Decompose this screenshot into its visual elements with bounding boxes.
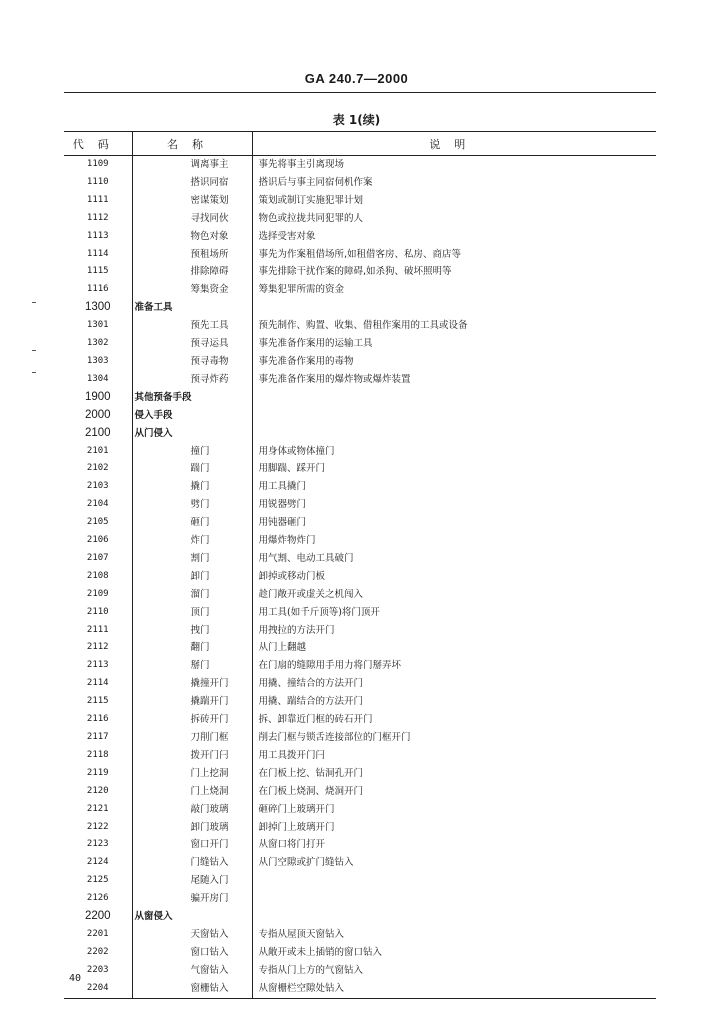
- code-table: [64, 131, 656, 999]
- table-row: [64, 657, 656, 675]
- code-cell: 1109: [64, 156, 132, 174]
- description-cell: 在门扇的缝隙用手用力将门掰弄坏: [258, 660, 402, 672]
- name-cell: 预租场所: [132, 246, 252, 264]
- header-rule: [64, 92, 656, 93]
- code-cell: 2118: [64, 747, 132, 765]
- code-cell: 2102: [64, 460, 132, 478]
- name-cell: 拨开门闩: [132, 747, 252, 765]
- name-cell: 踹门: [132, 460, 252, 478]
- description-cell: 从门上翻越: [258, 642, 307, 654]
- code-cell: 1900: [64, 389, 132, 407]
- name-cell: 门上烧洞: [132, 783, 252, 801]
- description-cell: [252, 389, 656, 407]
- code-cell: 2200: [64, 908, 132, 926]
- code-cell: 2126: [64, 890, 132, 908]
- code-cell: 2111: [64, 622, 132, 640]
- description-cell: 事先准备作案用的爆炸物或爆炸装置: [258, 373, 411, 385]
- table-row: [64, 317, 656, 335]
- name-cell: 撬踹开门: [132, 693, 252, 711]
- name-cell: 寻找同伙: [132, 210, 252, 228]
- table-row: [64, 747, 656, 765]
- table-row: [64, 926, 656, 944]
- code-cell: 1302: [64, 335, 132, 353]
- code-cell: 2204: [64, 980, 132, 998]
- description-cell: 削去门框与锁舌连接部位的门框开门: [258, 732, 411, 743]
- code-cell: 1300: [64, 299, 132, 317]
- table-row: [64, 496, 656, 514]
- code-cell: 2106: [64, 532, 132, 550]
- table-row: [64, 263, 656, 281]
- table-row: [64, 568, 656, 586]
- name-cell: 炸门: [132, 532, 252, 550]
- description-cell: 用工具拨开门闩: [258, 749, 326, 761]
- table-row: [64, 801, 656, 819]
- code-cell: 2000: [64, 407, 132, 425]
- table-row: [64, 425, 656, 443]
- name-cell: 密谋策划: [132, 192, 252, 210]
- standard-header-title: GA 240.7—2000: [304, 71, 409, 86]
- table-row: [64, 335, 656, 353]
- code-cell: 2203: [64, 962, 132, 980]
- name-cell: 物色对象: [132, 228, 252, 246]
- description-cell: 卸掉门上玻璃开门: [258, 821, 335, 833]
- name-cell: 翻门: [132, 639, 252, 657]
- name-cell: 其他预备手段: [132, 389, 252, 407]
- name-cell: 尾随入门: [132, 872, 252, 890]
- code-cell: 2120: [64, 783, 132, 801]
- name-cell: 排除障碍: [132, 263, 252, 281]
- table-row: [64, 210, 656, 228]
- code-cell: 2101: [64, 443, 132, 461]
- name-cell: 溜门: [132, 586, 252, 604]
- code-cell: 2107: [64, 550, 132, 568]
- name-cell: 调离事主: [132, 156, 252, 174]
- description-cell: 砸碎门上玻璃开门: [258, 803, 335, 815]
- name-cell: 卸门: [132, 568, 252, 586]
- description-cell: 用钝器砸门: [258, 517, 307, 529]
- description-cell: [252, 908, 656, 926]
- table-row: [64, 622, 656, 640]
- code-cell: 2121: [64, 801, 132, 819]
- table-row: [64, 156, 656, 174]
- table-row: [64, 639, 656, 657]
- table-row: [64, 407, 656, 425]
- code-cell: 2109: [64, 586, 132, 604]
- description-cell: [252, 299, 656, 317]
- name-cell: 门上挖洞: [132, 765, 252, 783]
- table-row: [64, 478, 656, 496]
- table-row: [64, 783, 656, 801]
- description-cell: 预先制作、购置、收集、借租作案用的工具或设备: [258, 320, 468, 332]
- name-cell: 掰门: [132, 657, 252, 675]
- column-header-description: 说明: [252, 132, 656, 156]
- table-row: [64, 514, 656, 532]
- description-cell: 用撬、踹结合的方法开门: [258, 696, 364, 708]
- code-cell: 2125: [64, 872, 132, 890]
- description-cell: 事先排除干扰作案的障碍,如杀狗、破坏照明等: [258, 266, 452, 278]
- margin-mark: [32, 302, 36, 303]
- description-cell: [252, 407, 656, 425]
- code-cell: 1301: [64, 317, 132, 335]
- description-cell: 拆、卸靠近门框的砖石开门: [258, 714, 373, 726]
- code-cell: 1113: [64, 228, 132, 246]
- name-cell: 筹集资金: [132, 281, 252, 299]
- table-row: [64, 604, 656, 622]
- description-cell: 用脚踹、踩开门: [258, 463, 326, 475]
- code-cell: 2100: [64, 425, 132, 443]
- table-body: [64, 156, 656, 999]
- name-cell: 割门: [132, 550, 252, 568]
- description-cell: 筹集犯罪所需的资金: [258, 284, 345, 296]
- table-row: [64, 729, 656, 747]
- name-cell: 骗开房门: [132, 890, 252, 908]
- code-cell: 2112: [64, 639, 132, 657]
- table-row: [64, 711, 656, 729]
- name-cell: 从窗侵入: [132, 908, 252, 926]
- table-row: [64, 192, 656, 210]
- code-cell: 1114: [64, 246, 132, 264]
- description-cell: 专指从门上方的气窗钻入: [258, 964, 364, 976]
- description-cell: 在门板上挖、钻洞孔开门: [258, 767, 364, 779]
- code-cell: 2202: [64, 944, 132, 962]
- description-cell: [252, 872, 656, 890]
- table-row: [64, 460, 656, 478]
- code-cell: 1115: [64, 263, 132, 281]
- description-cell: 用爆炸物炸门: [258, 535, 316, 547]
- name-cell: 搭识同宿: [132, 174, 252, 192]
- name-cell: 预寻运具: [132, 335, 252, 353]
- page-number: 40: [69, 973, 82, 984]
- description-cell: 从门空隙或扩门缝钻入: [258, 857, 354, 869]
- name-cell: 预寻炸药: [132, 371, 252, 389]
- description-cell: [252, 425, 656, 443]
- table-row: [64, 586, 656, 604]
- table-row: [64, 675, 656, 693]
- name-cell: 撬撞开门: [132, 675, 252, 693]
- code-cell: 2116: [64, 711, 132, 729]
- description-cell: 用气割、电动工具破门: [258, 552, 354, 564]
- table-row: [64, 890, 656, 908]
- description-cell: 事先准备作案用的运输工具: [258, 338, 373, 350]
- table-row: [64, 174, 656, 192]
- name-cell: 侵入手段: [132, 407, 252, 425]
- description-cell: 卸掉或移动门板: [258, 570, 326, 582]
- name-cell: 拽门: [132, 622, 252, 640]
- table-row: [64, 962, 656, 980]
- table-caption: 表 1(续): [332, 113, 381, 127]
- code-cell: 1110: [64, 174, 132, 192]
- description-cell: [252, 890, 656, 908]
- code-cell: 1304: [64, 371, 132, 389]
- name-cell: 拆砖开门: [132, 711, 252, 729]
- name-cell: 窗口钻入: [132, 944, 252, 962]
- description-cell: 用拽拉的方法开门: [258, 624, 335, 636]
- description-cell: 事先将事主引离现场: [258, 159, 345, 170]
- table-row: [64, 872, 656, 890]
- table-row: [64, 819, 656, 837]
- code-cell: 1116: [64, 281, 132, 299]
- table-row: [64, 389, 656, 407]
- code-cell: 2110: [64, 604, 132, 622]
- column-header-name: 名称: [132, 132, 252, 156]
- code-cell: 2104: [64, 496, 132, 514]
- code-cell: 2113: [64, 657, 132, 675]
- table-row: [64, 371, 656, 389]
- name-cell: 撬门: [132, 478, 252, 496]
- name-cell: 敲门玻璃: [132, 801, 252, 819]
- table-row: [64, 353, 656, 371]
- table-row: [64, 854, 656, 872]
- code-cell: 2117: [64, 729, 132, 747]
- margin-mark: [32, 350, 36, 351]
- description-cell: 物色或拉拢共同犯罪的人: [258, 212, 364, 224]
- description-cell: 用工具(如千斤顶等)将门顶开: [258, 606, 380, 618]
- name-cell: 顶门: [132, 604, 252, 622]
- table-row: [64, 299, 656, 317]
- description-cell: 事先为作案租借场所,如租借客房、私房、商店等: [258, 248, 462, 260]
- table-row: [64, 550, 656, 568]
- name-cell: 砸门: [132, 514, 252, 532]
- name-cell: 气窗钻入: [132, 962, 252, 980]
- description-cell: 从窗口将门打开: [258, 839, 326, 851]
- description-cell: 专指从屋顶天窗钻入: [258, 928, 345, 940]
- description-cell: 用身体或物体撞门: [258, 445, 335, 457]
- description-cell: 策划或制订实施犯罪计划: [258, 194, 364, 206]
- code-cell: 2201: [64, 926, 132, 944]
- description-cell: 选择受害对象: [258, 230, 316, 242]
- description-cell: 在门板上烧洞、烧洞开门: [258, 785, 364, 797]
- name-cell: 门缝钻入: [132, 854, 252, 872]
- code-cell: 2123: [64, 836, 132, 854]
- description-cell: 事先准备作案用的毒物: [258, 355, 354, 367]
- name-cell: 刀削门框: [132, 729, 252, 747]
- name-cell: 劈门: [132, 496, 252, 514]
- table-row: [64, 228, 656, 246]
- table-row: [64, 246, 656, 264]
- code-cell: 2115: [64, 693, 132, 711]
- table-row: [64, 908, 656, 926]
- description-cell: 用撬、撞结合的方法开门: [258, 678, 364, 690]
- code-cell: 2108: [64, 568, 132, 586]
- table-row: [64, 443, 656, 461]
- description-cell: 用锐器劈门: [258, 499, 307, 511]
- table-row: [64, 944, 656, 962]
- description-cell: 搭识后与事主同宿伺机作案: [258, 176, 373, 188]
- name-cell: 窗栅钻入: [132, 980, 252, 998]
- code-cell: 2124: [64, 854, 132, 872]
- table-row: [64, 693, 656, 711]
- name-cell: 卸门玻璃: [132, 819, 252, 837]
- name-cell: 天窗钻入: [132, 926, 252, 944]
- name-cell: 从门侵入: [132, 425, 252, 443]
- code-cell: 2103: [64, 478, 132, 496]
- name-cell: 预先工具: [132, 317, 252, 335]
- name-cell: 窗口开门: [132, 836, 252, 854]
- name-cell: 准备工具: [132, 299, 252, 317]
- code-cell: 2119: [64, 765, 132, 783]
- table-row: [64, 532, 656, 550]
- code-cell: 1112: [64, 210, 132, 228]
- code-cell: 2122: [64, 819, 132, 837]
- table-row: [64, 836, 656, 854]
- table-row: [64, 765, 656, 783]
- code-cell: 1111: [64, 192, 132, 210]
- table-row: [64, 281, 656, 299]
- table-row: [64, 980, 656, 998]
- description-cell: 趁门敞开或虚关之机闯入: [258, 588, 364, 600]
- description-cell: 从窗栅栏空隙处钻入: [258, 982, 345, 994]
- code-cell: 2114: [64, 675, 132, 693]
- name-cell: 撞门: [132, 443, 252, 461]
- table-header-row: [64, 132, 656, 156]
- code-cell: 1303: [64, 353, 132, 371]
- description-cell: 从敞开或未上插销的窗口钻入: [258, 946, 383, 958]
- column-header-code: 代码: [64, 132, 132, 156]
- name-cell: 预寻毒物: [132, 353, 252, 371]
- description-cell: 用工具撬门: [258, 481, 307, 493]
- margin-mark: [32, 372, 36, 373]
- code-cell: 2105: [64, 514, 132, 532]
